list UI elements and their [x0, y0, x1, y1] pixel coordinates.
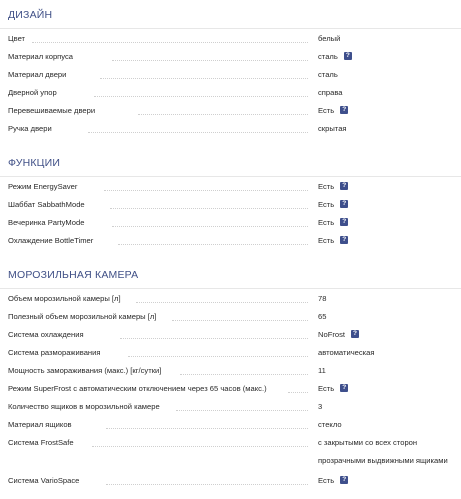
spec-row-sabbathmode — [0, 196, 461, 214]
help-icon[interactable]: ? — [340, 236, 348, 244]
dotted-leader — [118, 244, 308, 245]
help-icon[interactable]: ? — [340, 106, 348, 114]
spec-value — [318, 326, 359, 344]
spec-row-color — [0, 30, 461, 48]
dotted-leader — [32, 42, 308, 43]
spec-label: Полезный объем морозильной камеры [л] — [8, 312, 157, 321]
dotted-leader — [176, 410, 308, 411]
spec-label: Мощность замораживания (макс.) [кг/сутки] — [8, 366, 162, 375]
section-divider — [0, 28, 461, 29]
spec-value-text: сталь — [318, 52, 338, 61]
spec-value-text: Есть — [318, 200, 335, 209]
spec-value: с закрытыми со всех сторон — [318, 438, 418, 447]
dotted-leader — [88, 132, 308, 133]
dotted-leader — [120, 338, 308, 339]
help-icon[interactable]: ? — [351, 330, 359, 338]
spec-label: Режим SuperFrost с автоматическим отключением через 65 часов (макс.) — [8, 384, 267, 393]
spec-value: справа — [318, 88, 343, 97]
spec-label: Количество ящиков в морозильной камере — [8, 402, 160, 411]
spec-value-text: Есть — [318, 236, 335, 245]
spec-value: 65 — [318, 312, 327, 321]
dotted-leader — [138, 114, 308, 115]
spec-label: Материал ящиков — [8, 420, 72, 429]
dotted-leader — [110, 208, 308, 209]
spec-value — [318, 380, 348, 398]
spec-value: автоматическая — [318, 348, 375, 357]
section-title-functions: ФУНКЦИИ — [8, 157, 61, 169]
spec-row-freezer-volume — [0, 290, 461, 308]
dotted-leader — [288, 392, 308, 393]
help-icon[interactable]: ? — [340, 384, 348, 392]
spec-row-freezing-capacity — [0, 362, 461, 380]
dotted-leader — [106, 484, 308, 485]
spec-value: скрытая — [318, 124, 347, 133]
spec-label: Материал корпуса — [8, 52, 74, 61]
dotted-leader — [106, 428, 308, 429]
spec-value-text: Есть — [318, 182, 335, 191]
spec-value: 3 — [318, 402, 323, 411]
spec-row-frostsafe — [0, 434, 461, 452]
help-icon[interactable]: ? — [340, 200, 348, 208]
section-divider — [0, 288, 461, 289]
spec-row-defrost-system — [0, 344, 461, 362]
spec-label: Система размораживания — [8, 348, 101, 357]
spec-value — [318, 472, 348, 490]
spec-label: Ручка двери — [8, 124, 52, 133]
spec-row-reversible-doors — [0, 102, 461, 120]
dotted-leader — [112, 226, 308, 227]
dotted-leader — [100, 78, 308, 79]
dotted-leader — [92, 446, 308, 447]
spec-label: Перевешиваемые двери — [8, 106, 96, 115]
spec-value: 78 — [318, 294, 327, 303]
spec-row-partymode — [0, 214, 461, 232]
spec-row-door-material — [0, 66, 461, 84]
spec-label: Система FrostSafe — [8, 438, 74, 447]
section-title-design: ДИЗАЙН — [8, 9, 53, 21]
dotted-leader — [94, 96, 308, 97]
spec-label: Режим EnergySaver — [8, 182, 78, 191]
dotted-leader — [104, 190, 308, 191]
spec-label: Вечеринка PartyMode — [8, 218, 85, 227]
spec-row-door-stop — [0, 84, 461, 102]
dotted-leader — [112, 60, 308, 61]
spec-label: Шаббат SabbathMode — [8, 200, 85, 209]
spec-value — [318, 196, 348, 214]
spec-row-useful-freezer-volume — [0, 308, 461, 326]
dotted-leader — [128, 356, 308, 357]
spec-value: сталь — [318, 70, 338, 79]
spec-label: Материал двери — [8, 70, 67, 79]
section-divider — [0, 176, 461, 177]
spec-value-text: Есть — [318, 106, 335, 115]
spec-value — [318, 214, 348, 232]
spec-value: 11 — [318, 366, 326, 375]
spec-label: Цвет — [8, 34, 26, 43]
spec-value-text: NoFrost — [318, 330, 346, 339]
help-icon[interactable]: ? — [340, 218, 348, 226]
spec-value — [318, 178, 348, 196]
spec-value: белый — [318, 34, 341, 43]
spec-value-text: Есть — [318, 476, 335, 485]
spec-row-superfrost — [0, 380, 461, 398]
spec-row-drawer-material — [0, 416, 461, 434]
spec-label: Система VarioSpace — [8, 476, 80, 485]
spec-row-energysaver — [0, 178, 461, 196]
dotted-leader — [180, 374, 308, 375]
spec-row-freezer-drawers-count — [0, 398, 461, 416]
spec-label: Дверной упор — [8, 88, 57, 97]
dotted-leader — [172, 320, 308, 321]
spec-value: прозрачными выдвижными ящиками — [318, 456, 448, 465]
spec-row-cooling-system — [0, 326, 461, 344]
spec-value — [318, 102, 348, 120]
help-icon[interactable]: ? — [344, 52, 352, 60]
spec-label: Объем морозильной камеры [л] — [8, 294, 121, 303]
spec-row-door-handle — [0, 120, 461, 138]
help-icon[interactable]: ? — [340, 476, 348, 484]
spec-row-variospace — [0, 472, 461, 490]
spec-row-frostsafe-continued — [0, 452, 461, 470]
dotted-leader — [136, 302, 308, 303]
spec-label: Система охлаждения — [8, 330, 84, 339]
spec-value-text: Есть — [318, 218, 335, 227]
spec-value: стекло — [318, 420, 342, 429]
section-title-freezer: МОРОЗИЛЬНАЯ КАМЕРА — [8, 269, 139, 281]
help-icon[interactable]: ? — [340, 182, 348, 190]
spec-value-text: Есть — [318, 384, 335, 393]
spec-row-body-material — [0, 48, 461, 66]
spec-value — [318, 232, 348, 250]
spec-label: Охлаждение BottleTimer — [8, 236, 94, 245]
spec-row-bottletimer — [0, 232, 461, 250]
spec-value — [318, 48, 352, 66]
